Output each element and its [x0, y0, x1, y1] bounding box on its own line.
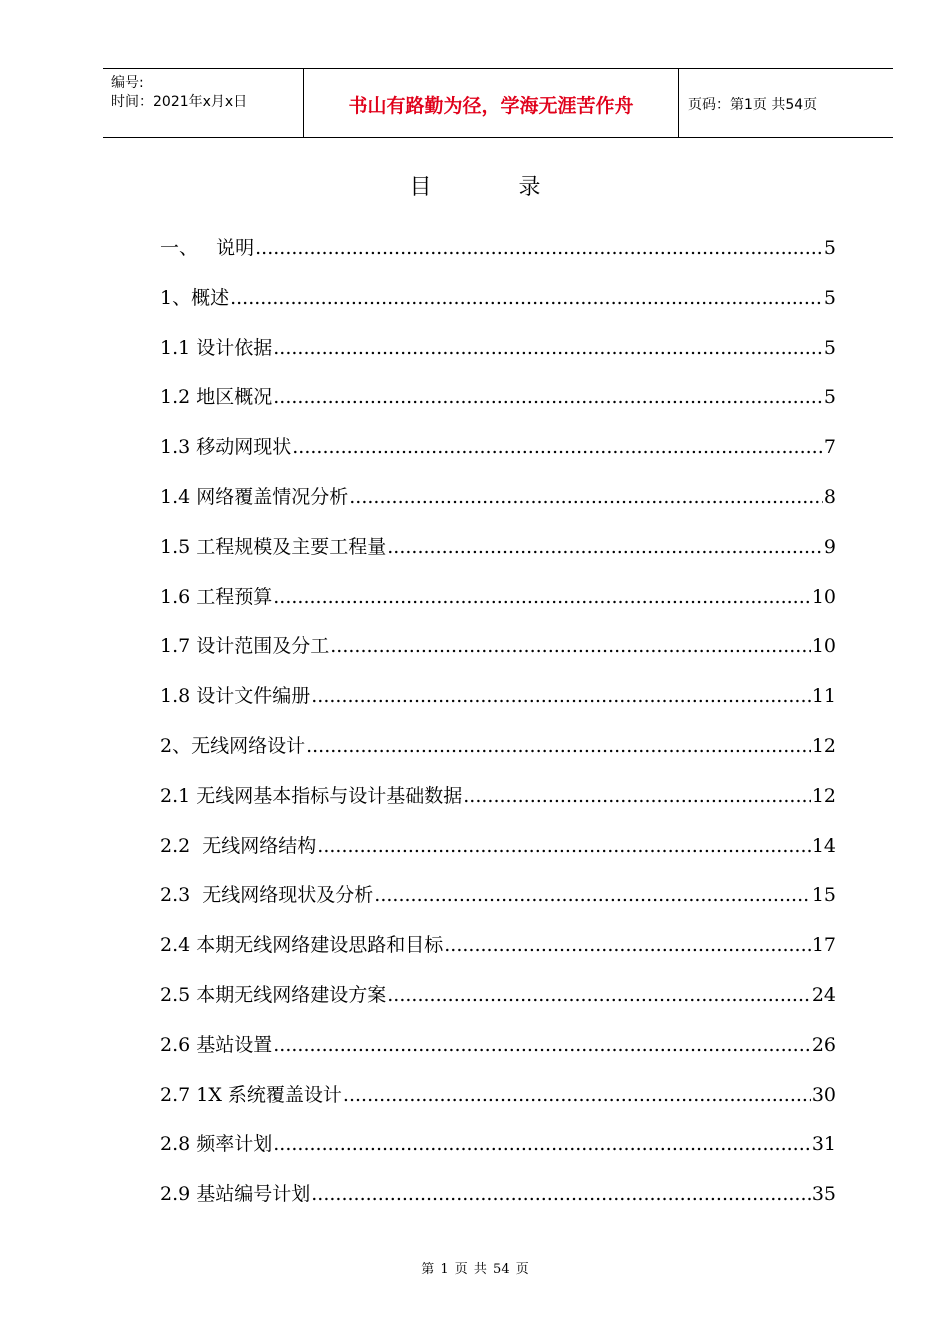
toc-dot-leader	[273, 1031, 811, 1059]
toc-dot-leader	[273, 583, 811, 611]
toc-entry[interactable]	[160, 682, 836, 732]
toc-entry-label: 1.4 网络覆盖情况分析	[160, 485, 349, 508]
toc-entry-label: 2.2 无线网络结构	[160, 834, 317, 857]
toc-entry-page: 7	[823, 436, 836, 459]
toc-entry[interactable]	[160, 483, 836, 533]
toc-entry-page: 8	[823, 485, 836, 508]
toc-entry[interactable]	[160, 981, 836, 1031]
toc-entry-page: 5	[823, 386, 836, 409]
toc-entry-label: 一、 说明	[160, 237, 255, 259]
toc-entry[interactable]	[160, 533, 836, 583]
toc-entry-label: 1.1 设计依据	[160, 336, 273, 359]
toc-dot-leader	[463, 782, 811, 810]
toc-dot-leader	[273, 334, 823, 362]
header-motto: 书山有路勤为径，学海无涯苦作舟	[348, 95, 634, 117]
toc-dot-leader	[349, 483, 823, 511]
toc-dot-leader	[273, 1130, 811, 1158]
header-motto-cell	[304, 69, 679, 137]
toc-entry-page: 11	[811, 685, 836, 708]
toc-entry-page: 17	[811, 934, 836, 957]
page-footer: 第 1 页 共 54 页	[421, 1262, 529, 1277]
toc-entry-page: 9	[823, 535, 836, 558]
toc-entry-label: 1.7 设计范围及分工	[160, 635, 330, 658]
toc-entry-page: 10	[811, 585, 836, 608]
toc-entry[interactable]	[160, 383, 836, 433]
table-of-contents	[160, 234, 836, 1230]
toc-dot-leader	[387, 533, 823, 561]
toc-entry[interactable]	[160, 334, 836, 384]
toc-entry[interactable]	[160, 832, 836, 882]
toc-dot-leader	[343, 1081, 811, 1109]
toc-entry-page: 12	[811, 784, 836, 807]
toc-entry[interactable]	[160, 1031, 836, 1081]
toc-dot-leader	[387, 981, 811, 1009]
toc-entry[interactable]	[160, 234, 836, 284]
toc-entry-page: 35	[811, 1183, 836, 1206]
header-meta-cell	[103, 69, 304, 137]
toc-dot-leader	[317, 832, 811, 860]
toc-entry-page: 5	[823, 286, 836, 309]
toc-dot-leader	[273, 383, 823, 411]
header-page-cell	[679, 69, 893, 137]
toc-entry[interactable]	[160, 1081, 836, 1131]
toc-entry-label: 1.2 地区概况	[160, 386, 273, 409]
toc-entry[interactable]	[160, 632, 836, 682]
toc-entry-page: 10	[811, 635, 836, 658]
toc-entry-label: 1、概述	[160, 286, 230, 309]
toc-entry-label: 1.8 设计文件编册	[160, 685, 311, 708]
toc-entry-label: 2.4 本期无线网络建设思路和目标	[160, 934, 444, 957]
toc-entry-page: 12	[811, 734, 836, 757]
toc-entry-page: 14	[811, 834, 836, 857]
header-page-info: 页码：第1页 共54页	[688, 97, 818, 113]
toc-entry-label: 2.3 无线网络现状及分析	[160, 884, 374, 907]
toc-entry[interactable]	[160, 1180, 836, 1230]
toc-entry-label: 2.6 基站设置	[160, 1033, 273, 1056]
toc-entry-label: 2.1 无线网基本指标与设计基础数据	[160, 784, 463, 807]
toc-entry[interactable]	[160, 931, 836, 981]
toc-entry-page: 30	[811, 1083, 836, 1106]
document-number-label: 编号:	[111, 75, 144, 91]
toc-entry[interactable]	[160, 881, 836, 931]
toc-entry-page: 5	[823, 336, 836, 359]
toc-entry-label: 2、无线网络设计	[160, 734, 306, 757]
toc-entry-page: 15	[811, 884, 836, 907]
toc-dot-leader	[444, 931, 811, 959]
toc-entry[interactable]	[160, 782, 836, 832]
toc-entry[interactable]	[160, 583, 836, 633]
toc-dot-leader	[230, 284, 823, 312]
toc-entry-page: 5	[823, 237, 836, 259]
document-date: 时间：2021年x月x日	[111, 94, 248, 110]
toc-entry[interactable]	[160, 1130, 836, 1180]
toc-dot-leader	[311, 682, 811, 710]
toc-dot-leader	[330, 632, 811, 660]
toc-dot-leader	[306, 732, 811, 760]
toc-dot-leader	[255, 234, 823, 262]
toc-entry-page: 24	[811, 983, 836, 1006]
toc-entry-label: 2.8 频率计划	[160, 1133, 273, 1156]
toc-entry-page: 26	[811, 1033, 836, 1056]
toc-dot-leader	[292, 433, 823, 461]
toc-entry[interactable]	[160, 284, 836, 334]
toc-entry-label: 1.5 工程规模及主要工程量	[160, 535, 387, 558]
toc-entry-label: 1.3 移动网现状	[160, 436, 292, 459]
toc-dot-leader	[311, 1180, 811, 1208]
toc-dot-leader	[374, 881, 811, 909]
toc-entry[interactable]	[160, 433, 836, 483]
toc-entry-label: 2.9 基站编号计划	[160, 1183, 311, 1206]
toc-entry-label: 2.7 1X 系统覆盖设计	[160, 1083, 342, 1106]
toc-entry-label: 1.6 工程预算	[160, 585, 273, 608]
toc-entry-label: 2.5 本期无线网络建设方案	[160, 983, 387, 1006]
toc-title: 目 录	[409, 175, 581, 200]
toc-entry-page: 31	[811, 1133, 836, 1156]
page-header	[103, 68, 893, 138]
toc-entry[interactable]	[160, 732, 836, 782]
